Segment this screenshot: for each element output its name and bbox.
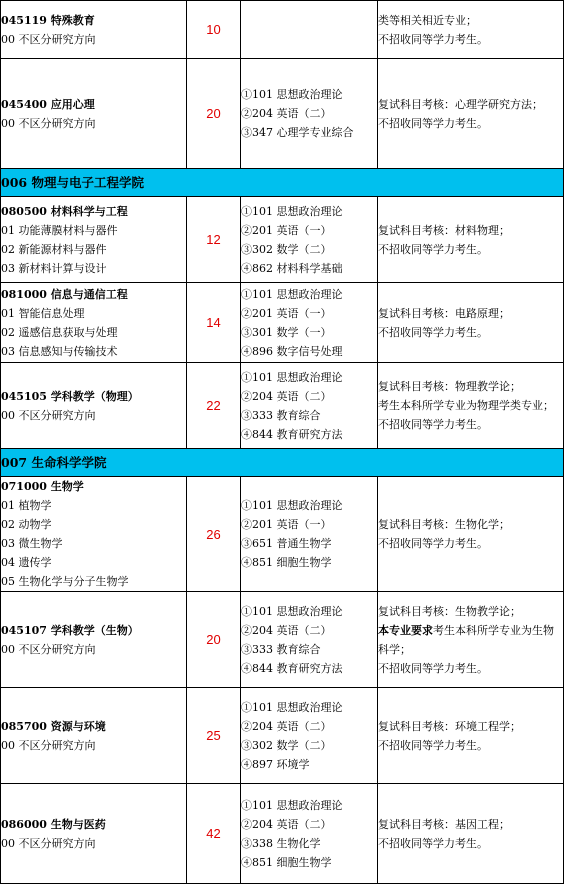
remarks-cell [378,784,564,884]
exam-subject: ④844 教育研究方法 [241,661,343,675]
exam-subject: ③333 教育综合 [241,408,321,422]
exam-subject: ③302 数学（二） [241,242,332,256]
research-direction: 01 植物学 [1,499,52,512]
major-row [1,688,564,784]
major-code-name: 045105 学科教学（物理） [1,389,139,403]
college-section-title: 006 物理与电子工程学院 [1,169,564,197]
exam-subjects-cell [241,477,378,592]
remark-line: 复试科目考核：生物教学论； [378,604,521,618]
remark-line: 复试科目考核：生物化学； [378,518,510,531]
enrollment-count: 10 [187,1,241,59]
major-row [1,784,564,884]
major-code-name: 081000 信息与通信工程 [1,287,128,301]
remark-line: 不招收同等学力考生。 [378,325,488,339]
remark-line: 复试科目考核：基因工程； [378,817,510,831]
major-row [1,283,564,363]
exam-subject: ③333 教育综合 [241,642,321,656]
remarks-cell [378,283,564,363]
remarks-cell [378,363,564,449]
exam-subject: ④851 细胞生物学 [241,855,332,869]
research-direction: 05 生物化学与分子生物学 [1,575,129,588]
enrollment-count: 20 [187,592,241,688]
remark-line: 不招收同等学力考生。 [378,242,488,256]
remarks-cell [378,592,564,688]
requirement-line [378,621,563,659]
research-direction: 00 不区分研究方向 [1,408,96,422]
exam-subject: ①101 思想政治理论 [241,700,343,714]
major-cell [1,477,187,592]
exam-subject: ④862 材料科学基础 [241,261,343,275]
major-code-name: 045400 应用心理 [1,97,95,111]
exam-subject: ①101 思想政治理论 [241,287,343,301]
exam-subject: ④851 细胞生物学 [241,556,332,569]
research-direction: 00 不区分研究方向 [1,642,96,656]
enrollment-count: 22 [187,363,241,449]
research-direction: 01 功能薄膜材料与器件 [1,223,118,237]
exam-subject: ③301 数学（一） [241,325,332,339]
major-row [1,592,564,688]
enrollment-count: 20 [187,59,241,169]
exam-subjects-cell [241,784,378,884]
major-row [1,197,564,283]
research-direction: 03 信息感知与传输技术 [1,344,118,358]
college-section-row [1,449,564,477]
college-section-row [1,169,564,197]
remark-line: 不招收同等学力考生。 [378,836,488,850]
enrollment-count: 25 [187,688,241,784]
exam-subject: ④897 环境学 [241,757,310,771]
exam-subject: ③651 普通生物学 [241,537,332,550]
exam-subject: ②201 英语（一） [241,518,332,531]
enrollment-count: 14 [187,283,241,363]
exam-subject: ③302 数学（二） [241,738,332,752]
major-code-name: 045119 特殊教育 [1,13,95,27]
requirement-label: 本专业要求 [378,623,433,637]
research-direction: 03 新材料计算与设计 [1,261,107,275]
exam-subject: ①101 思想政治理论 [241,499,343,512]
major-code-name: 085700 资源与环境 [1,719,106,733]
major-cell [1,688,187,784]
exam-subject: ④844 教育研究方法 [241,427,343,441]
remark-line: 不招收同等学力考生。 [378,661,488,675]
remarks-cell [378,59,564,169]
major-cell [1,197,187,283]
remarks-cell [378,1,564,59]
exam-subject: ②204 英语（二） [241,623,332,637]
remark-line: 不招收同等学力考生。 [378,738,488,752]
exam-subject: ②204 英语（二） [241,817,332,831]
major-cell [1,1,187,59]
research-direction: 00 不区分研究方向 [1,32,96,46]
research-direction: 02 新能源材料与器件 [1,242,107,256]
exam-subject: ②201 英语（一） [241,223,332,237]
exam-subject: ②204 英语（二） [241,107,332,120]
remark-line: 复试科目考核：物理教学论； [378,380,521,393]
remark-line: 不招收同等学力考生。 [378,32,488,46]
exam-subjects-cell [241,688,378,784]
research-direction: 00 不区分研究方向 [1,116,96,130]
major-cell [1,784,187,884]
exam-subjects-cell [241,283,378,363]
major-cell [1,592,187,688]
enrollment-count: 12 [187,197,241,283]
exam-subject: ③338 生物化学 [241,836,321,850]
exam-subject: ③347 心理学专业综合 [241,126,354,139]
remark-line: 不招收同等学力考生。 [378,537,488,550]
exam-subject: ②204 英语（二） [241,719,332,733]
major-code-name: 080500 材料科学与工程 [1,204,128,218]
major-cell [1,283,187,363]
exam-subject: ①101 思想政治理论 [241,370,343,384]
exam-subject: ①101 思想政治理论 [241,604,343,618]
major-row [1,477,564,592]
research-direction: 02 动物学 [1,518,52,531]
major-cell [1,59,187,169]
enrollment-count: 26 [187,477,241,592]
major-code-name: 045107 学科教学（生物） [1,623,139,637]
requirement-text: 考生本科所学专业为生物科学； [378,623,554,656]
research-direction: 00 不区分研究方向 [1,738,96,752]
exam-subjects-cell [241,197,378,283]
remark-line: 复试科目考核：电路原理； [378,306,510,320]
remark-line: 不招收同等学力考生。 [378,116,488,130]
remarks-cell [378,477,564,592]
major-row [1,363,564,449]
exam-subject: ①101 思想政治理论 [241,88,343,101]
remark-line: 考生本科所学专业为物理学类专业；不招收同等学力考生。 [378,399,554,431]
remark-line: 复试科目考核：心理学研究方法； [378,97,543,111]
research-direction: 01 智能信息处理 [1,306,85,320]
major-row [1,1,564,59]
major-code-name: 071000 生物学 [1,480,84,493]
exam-subjects-cell [241,592,378,688]
major-cell [1,363,187,449]
exam-subject: ①101 思想政治理论 [241,204,343,218]
enrollment-count: 42 [187,784,241,884]
college-section-title: 007 生命科学学院 [1,449,564,477]
major-row [1,59,564,169]
exam-subject: ④896 数字信号处理 [241,344,343,358]
research-direction: 04 遗传学 [1,556,52,569]
remark-line: 复试科目考核：材料物理； [378,223,510,237]
exam-subject: ②204 英语（二） [241,389,332,403]
research-direction: 03 微生物学 [1,537,63,550]
major-code-name: 086000 生物与医药 [1,817,106,831]
remark-line: 复试科目考核：环境工程学； [378,719,521,733]
exam-subjects-cell [241,1,378,59]
exam-subjects-cell [241,59,378,169]
exam-subject: ①101 思想政治理论 [241,798,343,812]
remarks-cell [378,688,564,784]
exam-subjects-cell [241,363,378,449]
exam-subject: ②201 英语（一） [241,306,332,320]
remark-line: 类等相关相近专业； [378,13,477,27]
research-direction: 02 遥感信息获取与处理 [1,325,118,339]
research-direction: 00 不区分研究方向 [1,836,96,850]
remarks-cell [378,197,564,283]
